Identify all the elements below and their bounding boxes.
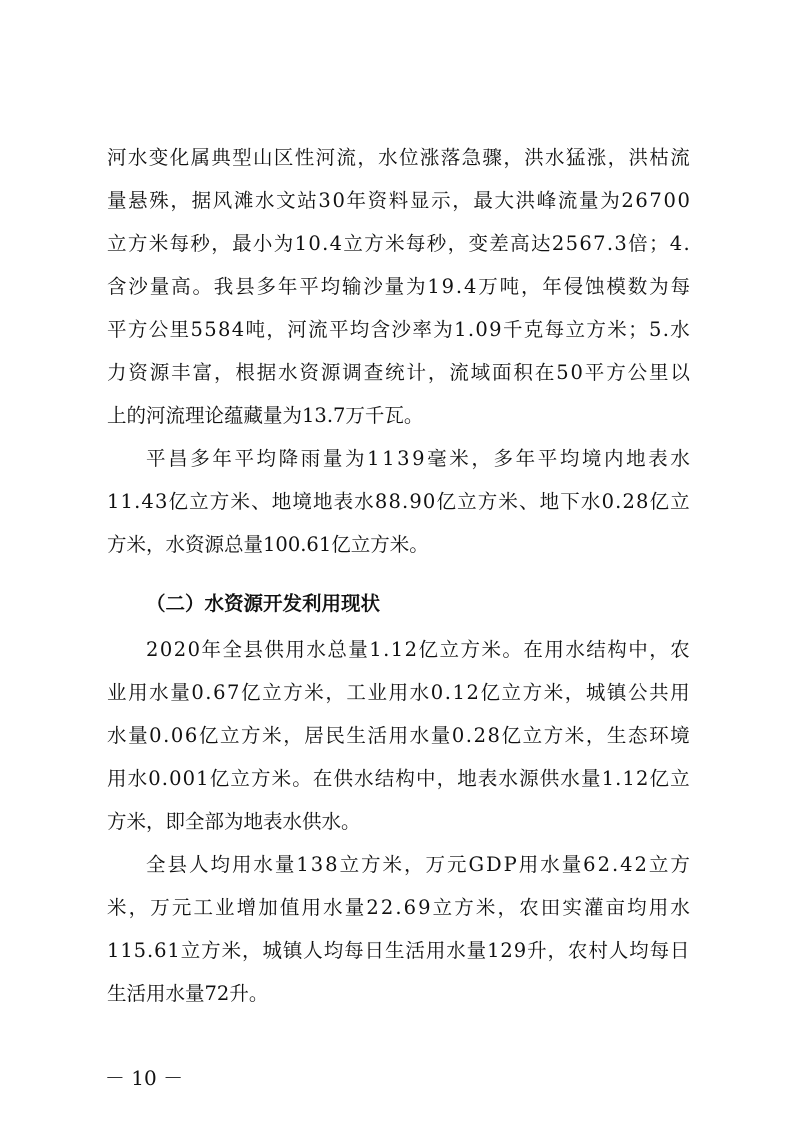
line-text: 平 昌 多 年 平 均 降 雨 量 为 1 1 3 9 毫 米 ， 多 年 平 均 境 内 地 表 水 [146,447,690,470]
paragraph-line [0,396,792,436]
paragraph-line [0,353,792,393]
paragraph-line [0,310,792,350]
paragraph-line [0,181,792,221]
page-number: － 10 － [104,1066,184,1090]
paragraph-line [0,888,792,928]
paragraph-line [0,759,792,799]
line-text: 1 1 . 4 3 亿 立 方 米 、 地 境 地 表 水 8 8 . 9 0 亿 立 方 米 、 地 下 水 0 . 2 8 亿 立 [107,490,690,513]
paragraph-line [0,267,792,307]
paragraph-line [0,845,792,885]
line-text: 用 水 0 . 0 0 1 亿 立 方 米 。 在 供 水 结 构 中 ， 地 表 水 源 供 水 量 1 . 1 2 亿 立 [107,767,690,790]
line-text: 含 沙 量 高 。 我 县 多 年 平 均 输 沙 量 为 1 9 . 4 万 吨 ， 年 侵 蚀 模 数 为 每 [107,275,690,298]
paragraph-line [0,224,792,264]
line-text: 生活用水量72升。 [107,982,269,1005]
line-text: 全 县 人 均 用 水 量 1 3 8 立 方 米 ， 万 元 G D P 用 水 量 6 2 . 4 2 立 方 [146,853,690,876]
line-text: 2 0 2 0 年 全 县 供 用 水 总 量 1 . 1 2 亿 立 方 米 。 在 用 水 结 构 中 ， 农 [146,638,690,661]
paragraph-line [0,138,792,178]
line-text: 力 资 源 丰 富 ， 根 据 水 资 源 调 查 统 计 ， 流 域 面 积 在 5 0 平 方 公 里 以 [107,361,690,384]
line-text: 水 量 0 . 0 6 亿 立 方 米 ， 居 民 生 活 用 水 量 0 . 2 8 亿 立 方 米 ， 生 态 环 境 [107,724,690,747]
paragraph-line [0,931,792,971]
paragraph-line [0,525,792,565]
paragraph-line [0,439,792,479]
paragraph-line [0,673,792,713]
paragraph-line [0,974,792,1014]
line-text: 方米，即全部为地表水供水。 [107,810,361,833]
line-text: 平 方 公 里 5 5 8 4 吨 ， 河 流 平 均 含 沙 率 为 1 . 0 9 千 克 每 立 方 米 ； 5 . 水 [107,318,690,341]
paragraph-line [0,482,792,522]
paragraph-line [0,802,792,842]
line-text: 业 用 水 量 0 . 6 7 亿 立 方 米 ， 工 业 用 水 0 . 1 2 亿 立 方 米 ， 城 镇 公 共 用 [107,681,690,704]
line-text: 量 悬 殊 ， 据 风 滩 水 文 站 3 0 年 资 料 显 示 ， 最 大 洪 峰 流 量 为 2 6 7 0 0 [107,189,690,212]
paragraph-line [0,630,792,670]
line-text: 立 方 米 每 秒 ， 最 小 为 1 0 . 4 立 方 米 每 秒 ， 变 差 高 达 2 5 6 7 . 3 倍 ； 4 . [107,232,690,255]
line-text: 1 1 5 . 6 1 立 方 米 ， 城 镇 人 均 每 日 生 活 用 水 量 1 2 9 升 ， 农 村 人 均 每 日 [107,939,690,962]
paragraph-line [0,716,792,756]
line-text: 河 水 变 化 属 典 型 山 区 性 河 流 ， 水 位 涨 落 急 骤 ， 洪 水 猛 涨 ， 洪 枯 流 [107,146,690,169]
line-text: 上的河流理论蕴藏量为13.7万千瓦。 [107,404,424,427]
section-heading: （二）水资源开发利用现状 [146,592,381,615]
line-text: 方米，水资源总量100.61亿立方米。 [107,533,429,556]
line-text: 米 ， 万 元 工 业 增 加 值 用 水 量 2 2 . 6 9 立 方 米 ， 农 田 实 灌 亩 均 用 水 [107,896,690,919]
